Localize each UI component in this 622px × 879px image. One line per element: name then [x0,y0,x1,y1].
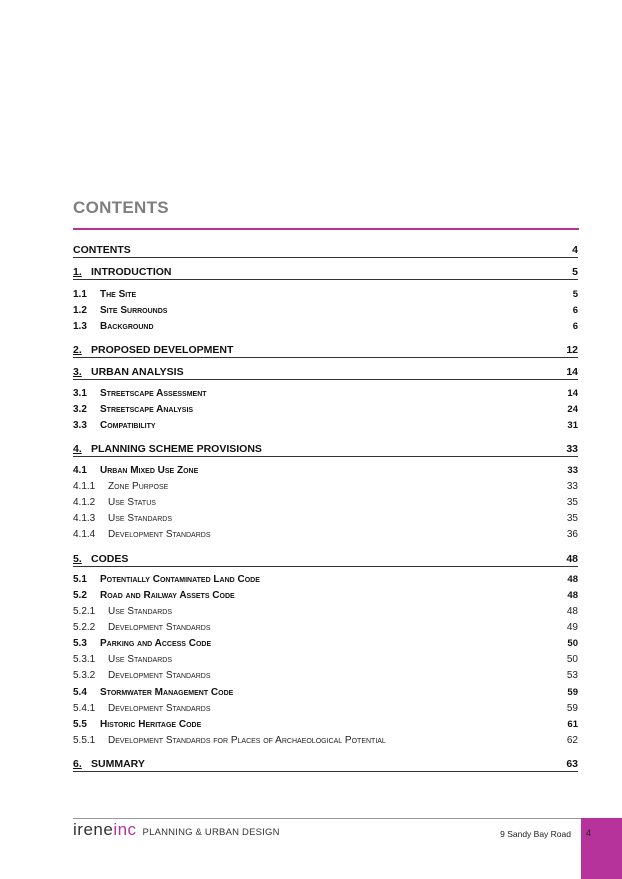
toc-entry-label: PROPOSED DEVELOPMENT [91,344,234,356]
toc-entry-number: 6. [73,758,82,770]
toc-entry-label: CONTENTS [73,244,131,256]
toc-entry-number: 5.3.1 [73,654,96,665]
toc-entry-number: 3.3 [73,420,87,431]
toc-entry-label: Use Standards [108,606,172,617]
toc-entry-number: 4. [73,443,82,455]
toc-entry-label: Stormwater Management Code [100,687,234,698]
toc-entry[interactable] [73,419,578,433]
toc-entry-page: 48 [566,553,578,565]
toc-entry-page: 33 [566,481,578,492]
toc-entry-number: 5.4.1 [73,703,96,714]
toc-entry-label: Streetscape Analysis [100,404,194,415]
toc-entry-page: 5 [572,266,578,278]
toc-entry-label: SUMMARY [91,758,145,770]
toc-entry[interactable] [73,364,578,380]
toc-entry-page: 48 [567,590,578,601]
toc-entry[interactable] [73,756,578,772]
toc-entry-number: 4.1.1 [73,481,96,492]
toc-entry-number: 5.5.1 [73,735,96,746]
toc-entry-number: 4.1.4 [73,529,96,540]
toc-entry[interactable] [73,589,578,603]
toc-entry-page: 6 [572,321,578,332]
brand-tagline: PLANNING & URBAN DESIGN [142,827,280,838]
toc-entry-number: 2. [73,344,82,356]
toc-entry-label: PLANNING SCHEME PROVISIONS [91,443,262,455]
toc-entry-label: Site Surrounds [100,305,168,316]
toc-entry-number: 5.5 [73,719,87,730]
toc-entry-number: 1.2 [73,305,87,316]
toc-entry[interactable] [73,242,578,258]
toc-entry-number: 5.3 [73,638,87,649]
toc-entry-page: 33 [567,465,578,476]
toc-entry-number: 5.2 [73,590,87,601]
toc-entry-page: 59 [567,687,578,698]
toc-entry[interactable] [73,441,578,457]
toc-entry[interactable] [73,669,578,683]
toc-entry-label: Zone Purpose [108,481,169,492]
toc-entry-label: Urban Mixed Use Zone [100,465,199,476]
page-number: 4 [586,828,592,838]
toc-entry[interactable] [73,387,578,401]
toc-entry[interactable] [73,718,578,732]
toc-entry[interactable] [73,637,578,651]
toc-entry-number: 1. [73,266,82,278]
toc-entry-page: 35 [566,513,578,524]
toc-entry[interactable] [73,734,578,748]
toc-entry-label: CODES [91,553,129,565]
toc-entry-number: 3.1 [73,388,87,399]
toc-entry-number: 3.2 [73,404,87,415]
toc-entry-label: Use Standards [108,654,172,665]
toc-entry-number: 5. [73,553,82,565]
toc-entry[interactable] [73,480,578,494]
toc-entry-number: 3. [73,366,82,378]
toc-entry-page: 62 [566,735,578,746]
toc-entry[interactable] [73,464,578,478]
toc-entry[interactable] [73,320,578,334]
toc-entry-label: URBAN ANALYSIS [91,366,184,378]
toc-entry-label: Development Standards [108,703,211,714]
toc-entry-number: 5.2.1 [73,606,96,617]
toc-entry-label: Parking and Access Code [100,638,212,649]
toc-entry-page: 12 [566,344,578,356]
toc-entry-number: 4.1 [73,465,87,476]
brand-name-inc: inc [113,820,137,839]
toc-entry[interactable] [73,264,578,280]
toc-entry-page: 50 [567,638,578,649]
toc-entry-label: Use Status [108,497,156,508]
toc-entry-number: 4.1.3 [73,513,96,524]
heading-divider [73,228,579,230]
toc-entry-page: 61 [567,719,578,730]
toc-entry[interactable] [73,605,578,619]
toc-entry-label: Streetscape Assessment [100,388,207,399]
toc-entry-page: 53 [566,670,578,681]
toc-entry-page: 14 [567,388,578,399]
toc-entry-page: 24 [567,404,578,415]
toc-entry[interactable] [73,403,578,417]
toc-entry-label: Background [100,321,154,332]
toc-entry-number: 5.3.2 [73,670,96,681]
toc-entry-label: Development Standards [108,529,211,540]
brand-logo [73,820,280,842]
brand-name-irene: irene [73,820,114,839]
toc-entry-page: 6 [572,305,578,316]
toc-entry-label: The Site [100,289,137,300]
toc-entry-label: INTRODUCTION [91,266,172,278]
toc-entry[interactable] [73,686,578,700]
footer-divider [73,818,581,819]
toc-entry-label: Use Standards [108,513,172,524]
toc-entry-label: Compatibility [100,420,156,431]
toc-entry[interactable] [73,528,578,542]
toc-entry-page: 48 [567,574,578,585]
toc-entry-page: 14 [566,366,578,378]
toc-entry-page: 50 [566,654,578,665]
toc-entry-page: 59 [566,703,578,714]
toc-entry[interactable] [73,653,578,667]
toc-entry-label: Development Standards [108,622,211,633]
toc-entry[interactable] [73,304,578,318]
toc-entry-number: 4.1.2 [73,497,96,508]
toc-entry-number: 5.2.2 [73,622,96,633]
toc-entry[interactable] [73,702,578,716]
toc-entry-number: 5.4 [73,687,87,698]
toc-entry-page: 49 [566,622,578,633]
toc-entry-number: 5.1 [73,574,87,585]
toc-entry-page: 63 [566,758,578,770]
toc-entry-label: Potentially Contaminated Land Code [100,574,260,585]
page-title: CONTENTS [73,198,169,217]
toc-entry-page: 48 [566,606,578,617]
toc-entry-number: 1.1 [73,289,87,300]
toc-entry-label: Development Standards [108,670,211,681]
toc-entry-page: 36 [566,529,578,540]
toc-entry-label: Historic Heritage Code [100,719,202,730]
toc-entry-page: 5 [572,289,578,300]
toc-entry[interactable] [73,288,578,302]
toc-entry-page: 31 [567,420,578,431]
toc-entry[interactable] [73,621,578,635]
toc-entry-page: 4 [572,244,578,256]
toc-entry-page: 35 [566,497,578,508]
toc-entry-page: 33 [566,443,578,455]
footer-address: 9 Sandy Bay Road [500,829,571,839]
toc-entry-label: Road and Railway Assets Code [100,590,235,601]
toc-entry-label: Development Standards for Places of Archaeological Potential [108,735,386,746]
toc-entry-number: 1.3 [73,321,87,332]
toc-entry[interactable] [73,342,578,358]
toc-entry[interactable] [73,496,578,510]
toc-entry[interactable] [73,512,578,526]
toc-entry[interactable] [73,573,578,587]
toc-entry[interactable] [73,551,578,567]
